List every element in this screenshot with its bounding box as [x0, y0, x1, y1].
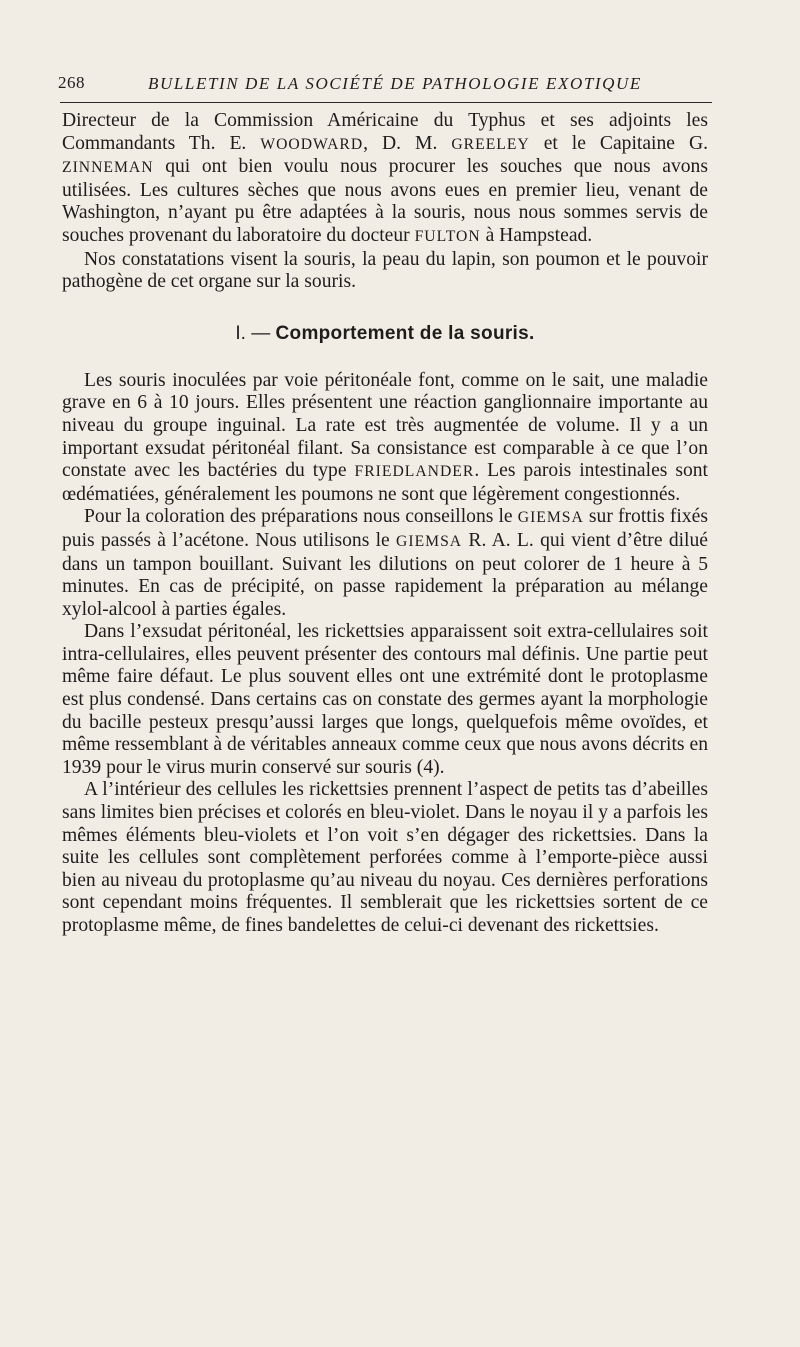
- author-name-zinneman: ZINNEMAN: [62, 159, 154, 177]
- stain-name-giemsa-2: GIEMSA: [396, 532, 463, 550]
- paragraph-cellules: A l’intérieur des cellules les rickettsies prennent l’aspect de petits tas d’abeilles sans limites bien précises et colorés en bleu-violet. Dans le noyau il y a parfois les mêmes éléments bleu-violets et l’on voit s’en dégager des rickettsies. Dans la suite les cellules sont complètement perforées comme à l’emporte-pièce aussi bien au niveau du protoplasme qu’au niveau du noyau. Ces dernières perforations sont cependant moins fréquentes. Il semblerait que les rickettsies sortent de ce protoplasme même, de fines bandelettes de celui-ci devenant des rickettsies.: [62, 779, 708, 936]
- paragraph-exsudat: Dans l’exsudat péritonéal, les rickettsies apparaissent soit extra-cellulaires soit intra-cellulaires, elles peuvent présenter des contours mal définis. Une partie peut même faire défaut. Le plus souvent elles ont une extrémité dont le protoplasme est plus condensé. Dans certains cas on constate des germes ayant la morphologie du bacille pesteux presqu’aussi larges que longs, quelquefois même ovoïdes, et même ressemblant à de véritables anneaux comme ceux que nous avons décrits en 1939 pour le virus murin conservé sur souris (4).: [62, 621, 708, 778]
- coloration-text-1: Pour la coloration des préparations nous conseillons le: [84, 506, 518, 528]
- intro-paragraph: [62, 110, 708, 249]
- author-name-fulton: FULTON: [414, 227, 481, 245]
- author-name-friedlander: FRIEDLANDER: [354, 463, 475, 481]
- intro-text-2: , D. M.: [363, 132, 452, 154]
- paragraph-constatations: Nos constatations visent la souris, la peau du lapin, son poumon et le pouvoir pathogène de cet organe sur la souris.: [62, 248, 708, 293]
- page-header: [52, 64, 708, 104]
- author-name-greeley: GREELEY: [451, 135, 530, 153]
- author-name-woodward: WOODWARD: [260, 135, 364, 153]
- intro-text-1: Directeur de la Commission Américaine du Typhus et ses adjoints les Commandants Th. E.: [62, 110, 708, 154]
- header-rule: [60, 102, 712, 103]
- coloration-text-3: R. A. L. qui vient d’être dilué dans un tampon bouillant. Suivant les dilutions on peut colorer de 1 heure à 5 minutes. En cas de précipité, on passe rapidement la préparation au mélange xylol-alcool à parties égales.: [62, 529, 708, 620]
- intro-text-3: et le Capitaine G.: [529, 132, 709, 154]
- section-heading: [62, 322, 708, 346]
- intro-text-5: à Hampstead.: [480, 224, 593, 246]
- section-number: I. —: [235, 322, 276, 344]
- body-text: [62, 110, 708, 938]
- running-head: BULLETIN DE LA SOCIÉTÉ DE PATHOLOGIE EXOTIQUE: [148, 74, 642, 93]
- section-title: Comportement de la souris.: [275, 322, 535, 344]
- intro-text-4: qui ont bien voulu nous procurer les souches que nous avons utilisées. Les cultures sèches que nous avons eues en premier lieu, venant de Washington, n’ayant pu être adaptées à la souris, nous nous sommes servis de souches provenant du laboratoire du docteur: [62, 156, 708, 246]
- paragraph-coloration: [62, 506, 708, 621]
- souris-text-2: . Les parois intestinales sont œdématiées, généralement les poumons ne sont que légèrement congestionnés.: [62, 460, 708, 505]
- paragraph-souris: [62, 370, 708, 507]
- page-number: 268: [58, 73, 85, 92]
- coloration-text-2: sur frottis fixés puis passés à l’acétone. Nous utilisons le: [62, 506, 708, 551]
- stain-name-giemsa-1: GIEMSA: [517, 509, 584, 527]
- souris-text-1: Les souris inoculées par voie péritonéale font, comme on le sait, une maladie grave en 6 à 10 jours. Elles présentent une réaction ganglionnaire importante au niveau du groupe inguinal. La rate est très augmentée de volume. Il y a un important exsudat péritonéal filant. Sa consistance est comparable à ce que l’on constate avec les bactéries du type: [62, 369, 708, 482]
